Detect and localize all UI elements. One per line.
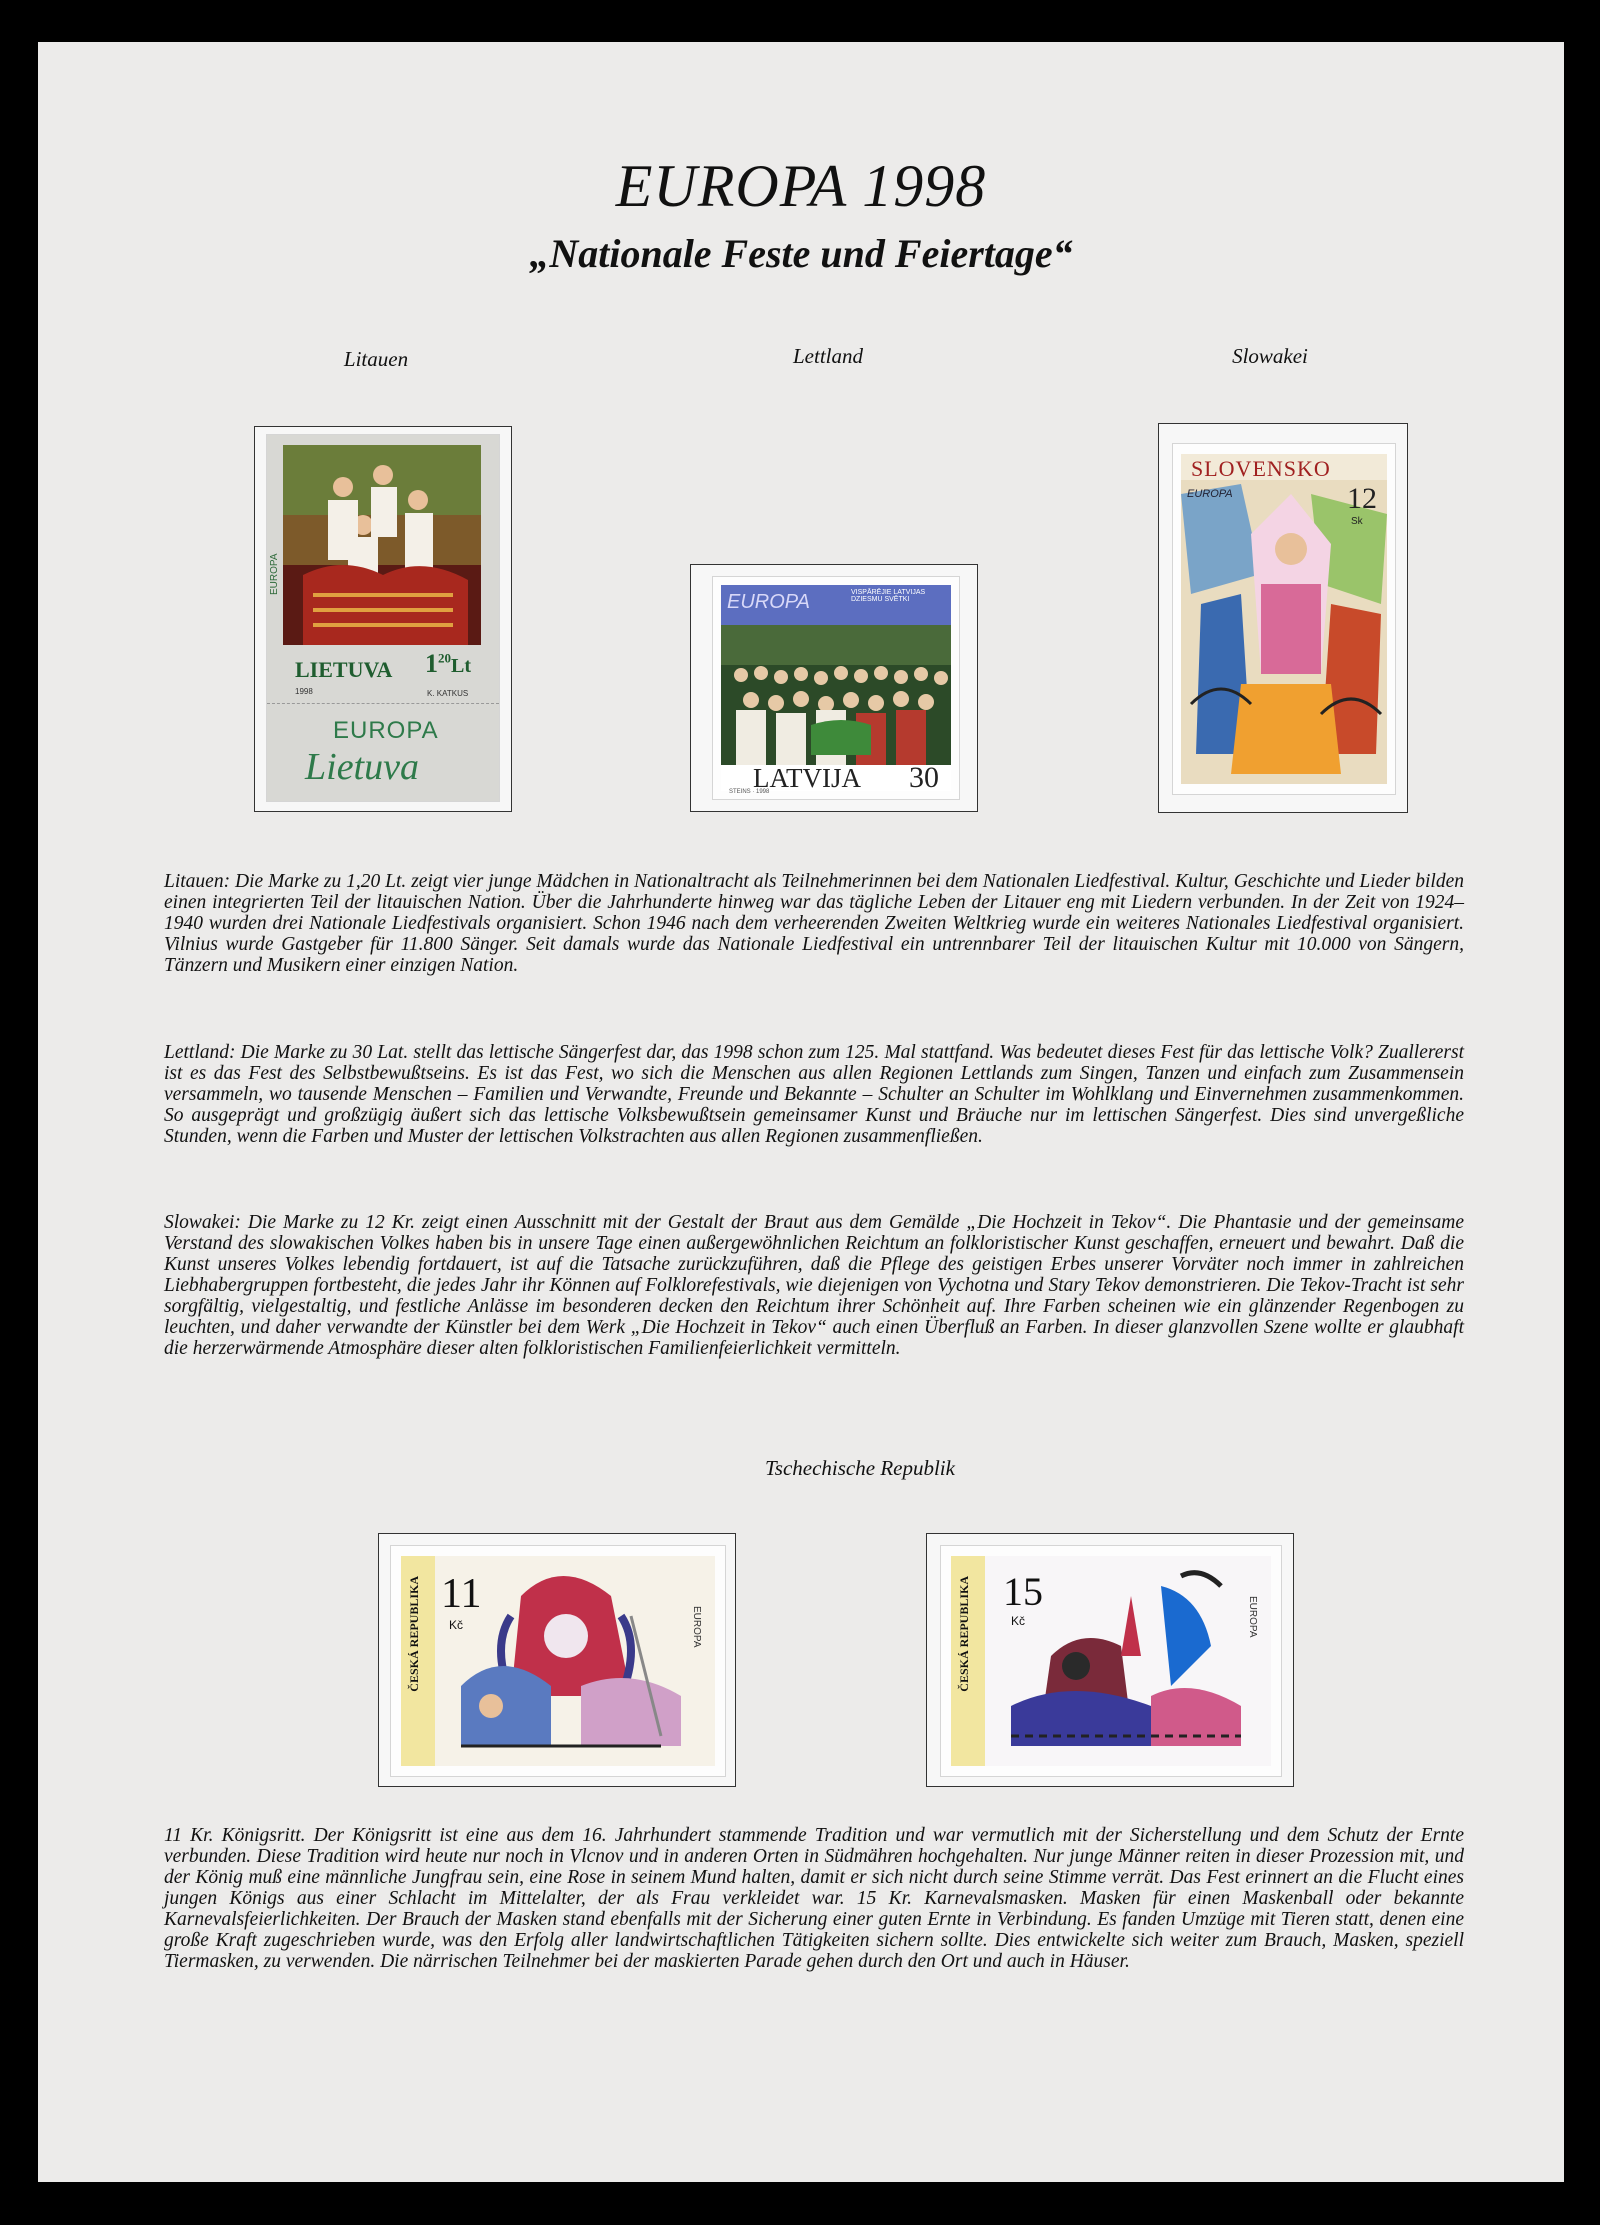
lithuania-stamp-artwork [283,445,481,645]
czech-15-stamp-artwork [951,1556,1271,1766]
lithuania-tab-europa: EUROPA [333,717,439,744]
latvia-europa: EUROPA [727,591,810,613]
lithuania-value [425,649,471,679]
latvia-country-name: LATVIJA [753,763,861,793]
stamp-mount-slovakia [1158,423,1408,813]
latvia-value: 30 [909,761,939,794]
czech-15-currency: Kč [1011,1614,1026,1628]
caption-lithuania: Litauen [343,347,409,371]
czech-11-currency: Kč [449,1618,464,1632]
stamp-lithuania [267,435,499,801]
perforation-line [267,703,499,705]
stamp-slovakia [1173,444,1395,794]
slovakia-europa: EUROPA [1187,488,1233,500]
czech-15-value: 15 [1003,1569,1043,1614]
czech-11-value: 11 [441,1571,482,1617]
album-page [38,42,1564,2182]
text-czech: 11 Kr. Königsritt. Der Königsritt ist eine aus dem 16. Jahrhundert stammende Tradition und war vermutlich mit der Sicherstellung und dem Schutz der Ernte verbunden. Diese Tradition wird heute nur noch in Vlcnov und in anderen Orten in Südmähren hochgehalten. Nur junge Männer reiten in dieser Prozession mit, und der König muß eine männliche Jungfrau sein, eine Rose in seinem Mund halten, damit er sich nicht durch seine Stimme verrät. Das Fest erinnert an die Flucht eines jungen Königs aus einer Schlacht im Mittelalter, der als Frau verkleidet war. 15 Kr. Karnevalsmasken. Masken für einen Maskenball oder bekannte Karnevalsfeierlichkeiten. Der Brauch der Masken stand ebenfalls mit der Sicherung einer guten Ernte in Verbindung. Es fanden Umzüge mit Tieren statt, denen eine große Kraft zugeschrieben wurde, was den Erfolg aller landwirtschaftlichen Tätigkeiten sichern sollte. Dies entwickelte sich weiter zum Brauch, Masken, speziell Tiermasken, zu verwenden. Die närrischen Teilnehmer bei der maskierten Parade gehen durch den Ort und auch in Häuser. [164,1825,1464,1972]
slovakia-value: 12 [1347,482,1377,515]
stamp-mount-latvia [690,564,978,812]
czech-15-europa: EUROPA [1247,1596,1258,1638]
caption-slovakia: Slowakei [1232,344,1308,368]
slovakia-currency: Sk [1351,516,1363,527]
stamp-czech-15 [941,1546,1281,1776]
czech-11-europa: EUROPA [691,1606,702,1648]
czech-15-country-name: ČESKÁ REPUBLIKA [957,1576,971,1692]
czech-11-country-name: ČESKÁ REPUBLIKA [407,1576,421,1692]
page-subtitle: „Nationale Feste und Feiertage“ [529,231,1073,276]
stamp-mount-czech-11 [378,1533,736,1787]
caption-czech: Tschechische Republik [765,1456,955,1480]
text-lithuania: Litauen: Die Marke zu 1,20 Lt. zeigt vier junge Mädchen in Nationaltracht als Teilnehmerinnen bei dem Nationalen Liedfestival. Kultur, Geschichte und Lieder bilden einen integrierten Teil der litauischen Nation. Über die Jahrhunderte hinweg war das tägliche Leben der Litauer eng mit Liedern verbunden. In der Zeit von 1924–1940 wurden drei Nationale Liedfestivals organisiert. Schon 1946 nach dem verheerenden Zweiten Weltkrieg wurde ein weiteres Nationales Liedfestival organisiert. Vilnius wurde Gastgeber für 11.800 Sänger. Seit damals wurde das Nationale Liedfestival ein untrennbarer Teil der litauischen Kultur mit 10.000 von Sängern, Tänzern und Musikern einer einzigen Nation. [164,871,1464,976]
lithuania-year: 1998 [295,687,313,696]
page-title: EUROPA 1998 [615,153,987,219]
stamp-mount-lithuania [254,426,512,812]
lithuania-currency: Lt [451,655,471,677]
caption-latvia: Lettland [792,344,863,368]
lithuania-country-name: LIETUVA [295,657,393,682]
lithuania-designer: K. KATKUS [427,689,469,698]
latvia-caption: VISPĀRĒJIE LATVIJAS DZIESMU SVĒTKI [851,589,926,603]
lithuania-value-fraction: 20 [438,650,451,666]
stamp-czech-11 [391,1546,725,1776]
stamp-mount-czech-15 [926,1533,1294,1787]
lithuania-tab-script: Lietuva [305,746,419,788]
slovakia-country-name: SLOVENSKO [1191,456,1331,481]
lithuania-europa-vertical: EUROPA [269,553,280,595]
text-latvia: Lettland: Die Marke zu 30 Lat. stellt das lettische Sängerfest dar, das 1998 schon zum 125. Mal stattfand. Was bedeutet dieses Fest für das lettische Volk? Zuallererst ist es das Fest des Selbstbewußtseins. Es ist das Fest, wo sich die Menschen aus allen Regionen Lettlands zum Singen, Tanzen und einfach zum Zusammensein versammeln, wo tausende Menschen – Familien und Verwandte, Freunde und Bekannte – Schulter an Schulter im Wohlklang und Einvernehmen zusammenkommen. So ausgeprägt und großzügig äußert sich das lettische Volksbewußtsein gemeinsamer Kunst und Bräuche nur im lettischen Sängerfest. Dies sind unvergeßliche Stunden, wenn die Farben und Muster der lettischen Volkstrachten aus allen Regionen zusammenfließen. [164,1042,1464,1147]
lithuania-value-main: 1 [425,649,438,678]
latvia-imprint: STEINS · 1998 [729,789,770,795]
text-slovakia: Slowakei: Die Marke zu 12 Kr. zeigt einen Ausschnitt mit der Gestalt der Braut aus dem Gemälde „Die Hochzeit in Tekov“. Die Phantasie und der gemeinsame Verstand des slowakischen Volkes haben bis in unsere Tage einen außergewöhnlichen Reichtum an folkloristischer Kunst geschaffen, erneuert und bewahrt. Daß die Kunst unseres Volkes lebendig fortdauert, ist auf die Tatsache zurückzuführen, daß die Pflege des geistigen Erbes unserer Vorväter noch immer in zahlreichen Liebhabergruppen fortbesteht, die jedes Jahr ihr Können auf Folklorefestivals, wie diejenigen von Vychotna und Stary Tekov demonstrieren. Die Tekov-Tracht ist sehr sorgfältig, vielgestaltig, und festliche Anlässe im besonderen decken den Reichtum ihrer Schönheit auf. Ihre Farben scheinen wie ein glänzender Regenbogen zu leuchten, und daher verwandte der Künstler bei dem Werk „Die Hochzeit in Tekov“ auch einen Überfluß an Farben. In dieser glanzvollen Szene wollte er glaubhaft die herzerwärmende Atmosphäre dieser alten folkloristischen Familienfeierlichkeit vermitteln. [164,1212,1464,1359]
stamp-latvia [713,577,959,799]
